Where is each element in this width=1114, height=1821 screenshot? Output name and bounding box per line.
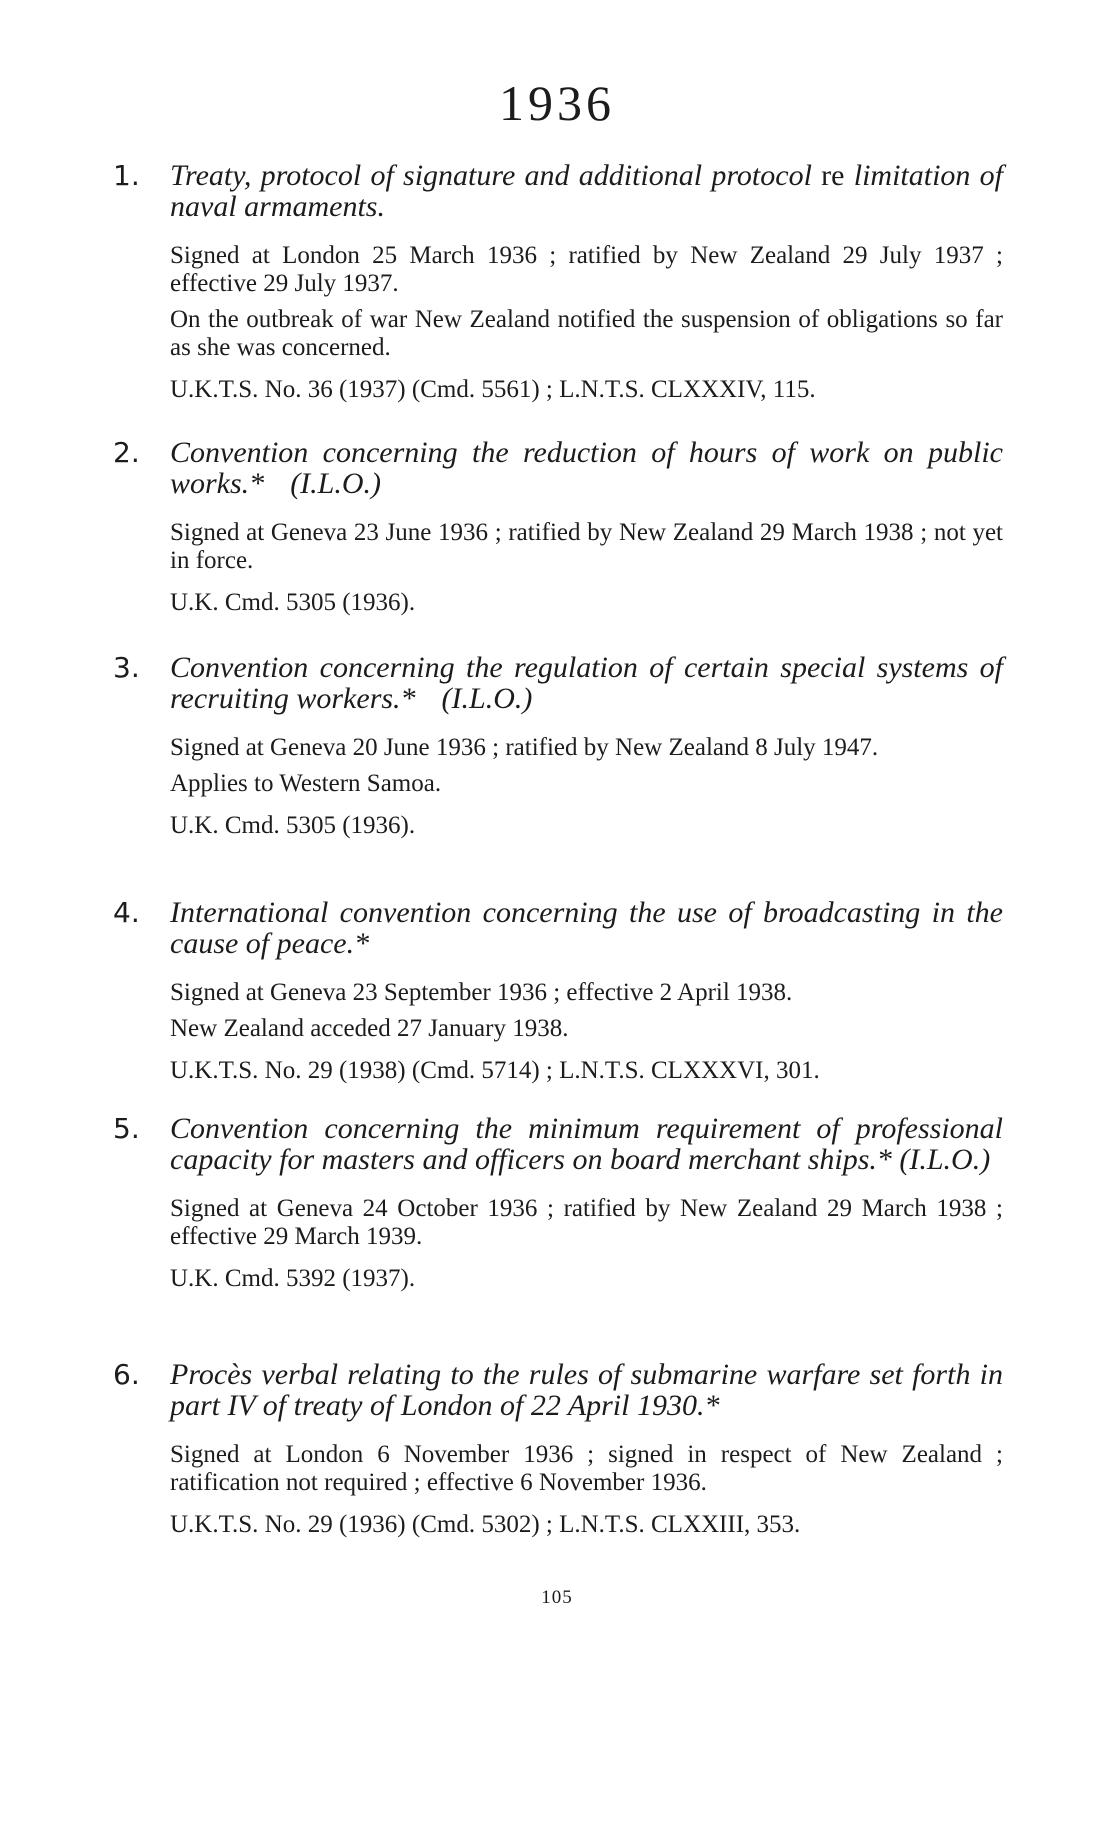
treaty-entry-3: [113, 651, 1003, 840]
entry-title: [113, 651, 1003, 715]
entry-title: [113, 896, 1003, 960]
entry-paragraph: Signed at Geneva 23 September 1936 ; effective 2 April 1938.: [170, 979, 793, 1006]
entry-reference: U.K. Cmd. 5305 (1936).: [170, 812, 416, 839]
entry-title-tag: (I.L.O.): [441, 682, 533, 715]
entry-title: [113, 1358, 1003, 1422]
entry-title-tag: (I.L.O.): [290, 467, 382, 500]
entry-number: 4.: [113, 896, 140, 929]
entry-number: 2.: [113, 436, 140, 469]
entry-reference: U.K.T.S. No. 36 (1937) (Cmd. 5561) ; L.N.T.S. CLXXXIV, 115.: [170, 376, 816, 403]
entry-title-text: Convention concerning the minimum requirement of professional capacity for masters and officers on board merchant ships.*: [170, 1112, 1003, 1176]
entry-title: [113, 159, 1004, 223]
entry-paragraph: Applies to Western Samoa.: [170, 770, 442, 797]
entry-title-text: Convention concerning the reduction of hours of work on public works.*: [170, 436, 1003, 500]
entry-paragraph: Signed at Geneva 23 June 1936 ; ratified by New Zealand 29 March 1938 ; not yet in force.: [170, 519, 1003, 574]
entry-number: 5.: [113, 1112, 140, 1145]
entry-title-tag: (I.L.O.): [899, 1143, 991, 1176]
year-heading: 1936: [499, 75, 615, 131]
entry-title-text: International convention concerning the use of broadcasting in the cause of peace.*: [170, 896, 1003, 960]
treaty-entry-6: [113, 1358, 1003, 1539]
entry-number: 3.: [113, 651, 140, 684]
entry-paragraph: Signed at Geneva 24 October 1936 ; ratified by New Zealand 29 March 1938 ; effective 29 March 1939.: [170, 1195, 1003, 1250]
entry-number: 1.: [113, 159, 140, 192]
entry-reference: U.K. Cmd. 5305 (1936).: [170, 589, 416, 616]
entry-paragraph: Signed at London 6 November 1936 ; signed in respect of New Zealand ; ratification not required ; effective 6 November 1936.: [170, 1441, 1003, 1496]
entry-paragraph: Signed at London 25 March 1936 ; ratified by New Zealand 29 July 1937 ; effective 29 July 1937.: [170, 242, 1003, 297]
treaty-entry-2: [113, 436, 1003, 617]
entry-reference: U.K.T.S. No. 29 (1938) (Cmd. 5714) ; L.N.T.S. CLXXXVI, 301.: [170, 1057, 820, 1084]
treaty-entry-4: [113, 896, 1003, 1085]
entry-paragraph: Signed at Geneva 20 June 1936 ; ratified by New Zealand 8 July 1947.: [170, 734, 879, 761]
treaty-entry-1: [113, 159, 1004, 404]
entry-paragraph: On the outbreak of war New Zealand notified the suspension of obligations so far as she was concerned.: [170, 306, 1003, 361]
entry-reference: U.K. Cmd. 5392 (1937).: [170, 1265, 416, 1292]
entry-title-text: Treaty, protocol of signature and additional protocol: [170, 159, 812, 192]
entry-title: [113, 1112, 1003, 1176]
entry-title-re: re: [821, 159, 845, 192]
entry-number: 6.: [113, 1358, 140, 1391]
page-number: 105: [541, 1587, 573, 1608]
treaty-entry-5: [113, 1112, 1003, 1293]
entry-title: [113, 436, 1003, 500]
entry-title-text: Procès verbal relating to the rules of submarine warfare set forth in part IV of treaty of London of 22 April 1930.*: [170, 1358, 1003, 1422]
entry-title-continuation: limitation of naval armaments.: [170, 159, 1004, 223]
entry-paragraph: New Zealand acceded 27 January 1938.: [170, 1015, 569, 1042]
entry-title-text: Convention concerning the regulation of certain special systems of recruiting workers.*: [170, 651, 1003, 715]
entry-reference: U.K.T.S. No. 29 (1936) (Cmd. 5302) ; L.N.T.S. CLXXIII, 353.: [170, 1511, 801, 1538]
